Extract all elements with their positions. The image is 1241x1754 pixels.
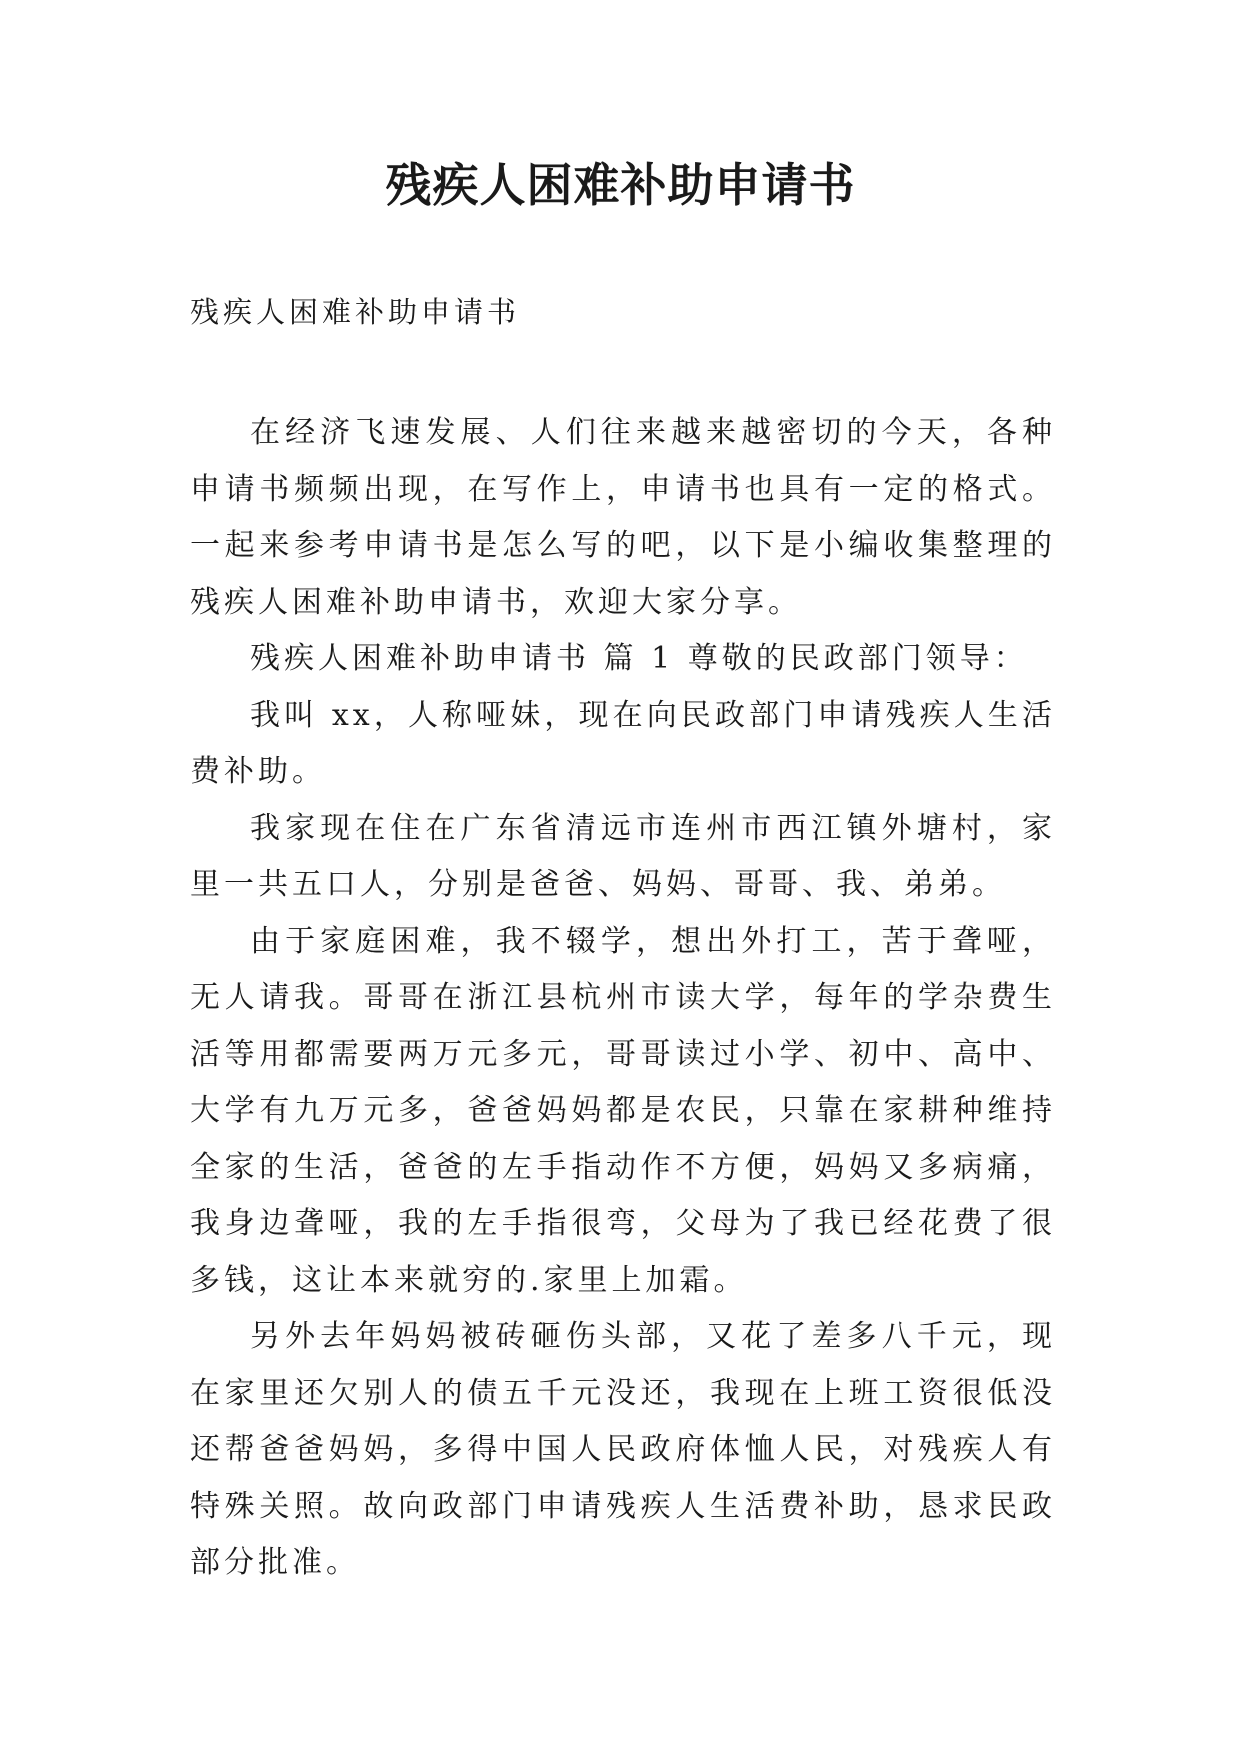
paragraph-family: 我家现在住在广东省清远市连州市西江镇外塘村，家里一共五口人，分别是爸爸、妈妈、哥哥、我、弟弟。	[190, 810, 1056, 902]
document-subtitle: 残疾人困难补助申请书	[190, 295, 521, 329]
paragraph-request: 我叫 xx，人称哑妹，现在向民政部门申请残疾人生活费补助。	[190, 697, 1056, 789]
document-title: 残疾人困难补助申请书	[385, 158, 856, 212]
paragraph-salutation: 残疾人困难补助申请书 篇 1 尊敬的民政部门领导：	[250, 641, 1028, 676]
paragraph-intro: 在经济飞速发展、人们往来越来越密切的今天，各种申请书频频出现，在写作上，申请书也具有一定的格式。一起来参考申请书是怎么写的吧，以下是小编收集整理的残疾人困难补助申请书，欢迎大家分享。	[190, 415, 1056, 620]
document-body	[190, 405, 1056, 1592]
paragraph-debt: 另外去年妈妈被砖砸伤头部，又花了差多八千元，现在家里还欠别人的债五千元没还，我现在上班工资很低没还帮爸爸妈妈，多得中国人民政府体恤人民，对残疾人有特殊关照。故向政部门申请残疾人生活费补助，恳求民政部分批准。	[190, 1319, 1056, 1580]
paragraph-hardship: 由于家庭困难，我不辍学，想出外打工，苦于聋哑，无人请我。哥哥在浙江县杭州市读大学，每年的学杂费生活等用都需要两万元多元，哥哥读过小学、初中、高中、大学有九万元多，爸爸妈妈都是农民，只靠在家耕种维持全家的生活，爸爸的左手指动作不方便，妈妈又多病痛，我身边聋哑，我的左手指很弯，父母为了我已经花费了很多钱，这让本来就穷的.家里上加霜。	[190, 923, 1056, 1298]
